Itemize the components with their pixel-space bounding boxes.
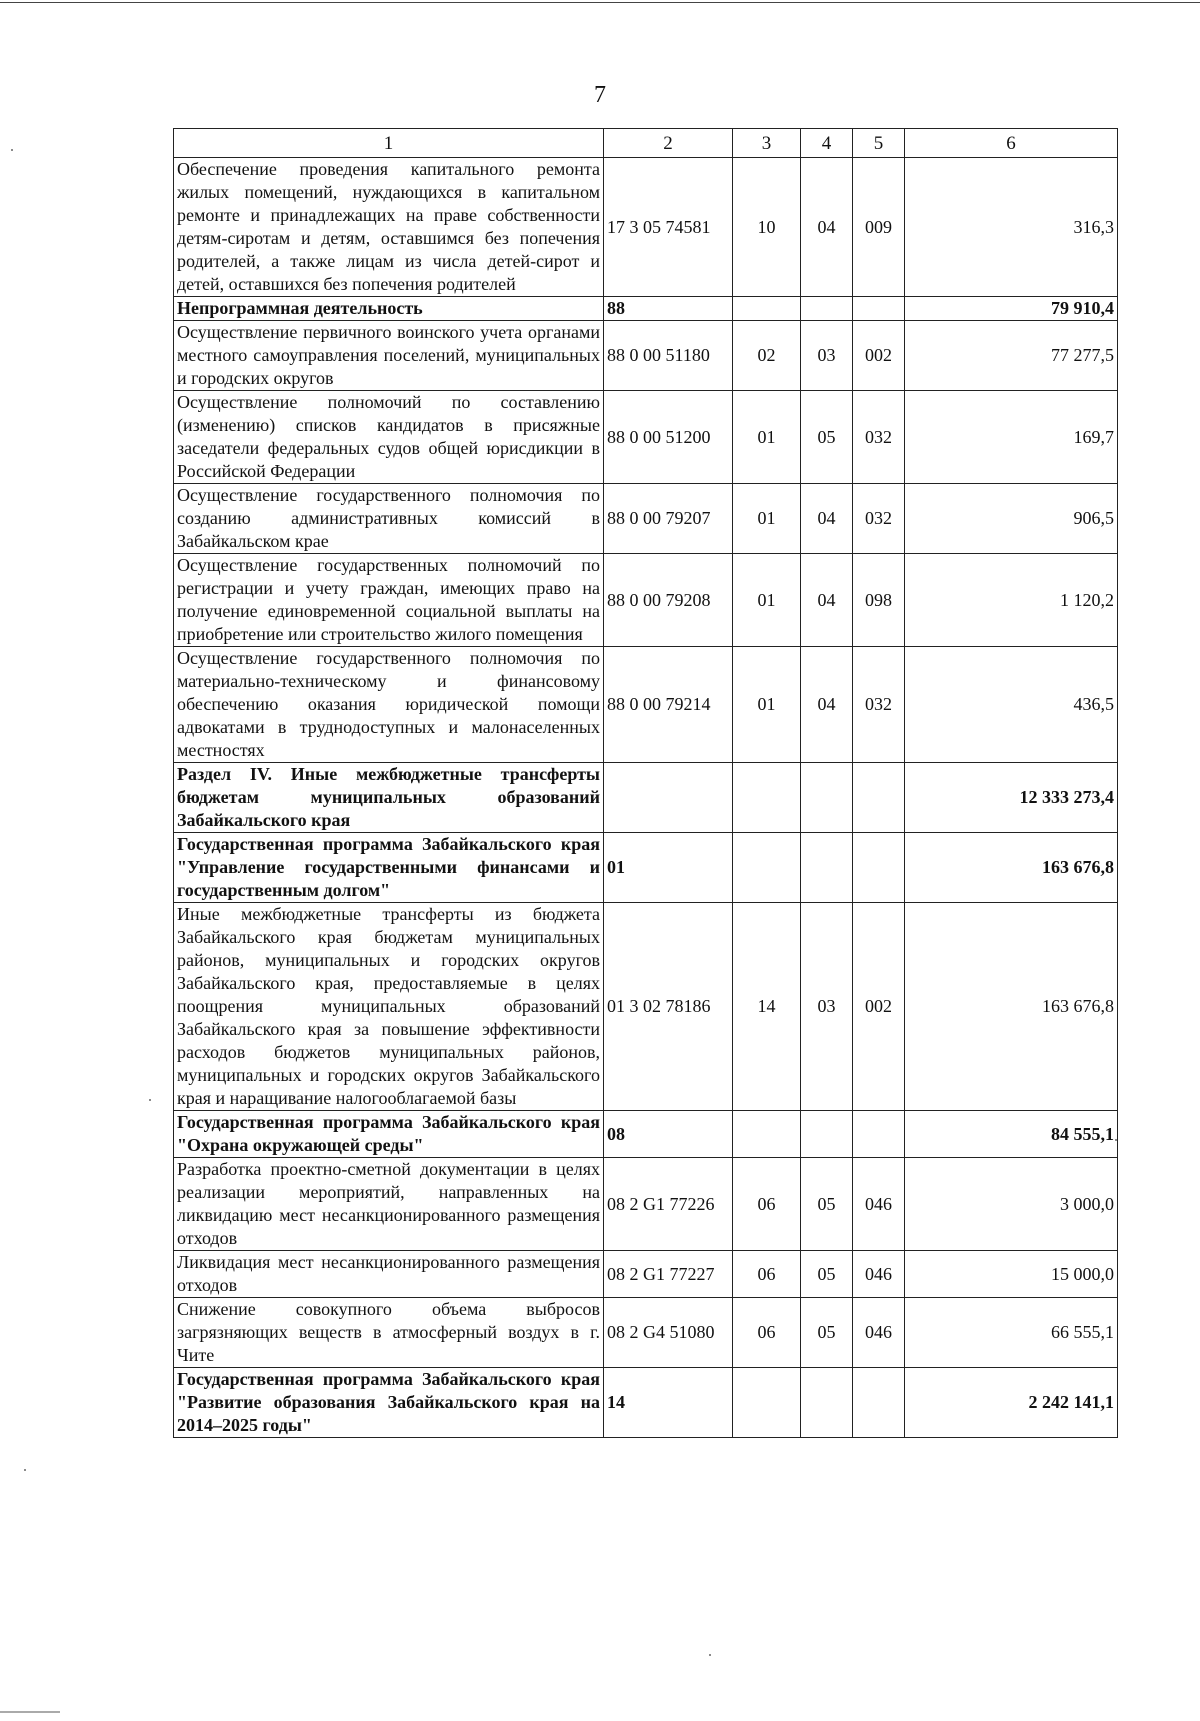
row-subsection: 04 (801, 484, 853, 554)
row-subsection: 04 (801, 647, 853, 763)
page-number: 7 (594, 82, 606, 108)
table-row (174, 1298, 1118, 1368)
header-col-5: 5 (853, 129, 905, 158)
table-row (174, 321, 1118, 391)
row-amount: 906,5 (905, 484, 1118, 554)
scan-speck (149, 1099, 151, 1101)
row-amount: 66 555,1 (905, 1298, 1118, 1368)
row-section: 02 (733, 321, 801, 391)
row-section (733, 833, 801, 903)
row-amount: 436,5 (905, 647, 1118, 763)
row-section (733, 297, 801, 321)
row-expense-type: 032 (853, 647, 905, 763)
table-row (174, 484, 1118, 554)
table-body (174, 158, 1118, 1438)
row-code (604, 763, 733, 833)
table-row (174, 647, 1118, 763)
row-description: Ликвидация мест несанкционированного размещения отходов (174, 1251, 604, 1298)
row-description: Обеспечение проведения капитального ремонта жилых помещений, нуждающихся в капитальном ремонте и принадлежащих на праве собственности детям-сиротам и детям, оставшимся без попечения родителей, а также лицам из числа детей-сирот и детей, оставшихся без попечения родителей (174, 158, 604, 297)
table-row (174, 554, 1118, 647)
row-section: 01 (733, 647, 801, 763)
row-subsection: 03 (801, 321, 853, 391)
row-subsection (801, 833, 853, 903)
row-description: Разработка проектно-сметной документации в целях реализации мероприятий, направленных на ликвидацию мест несанкционированного размещения отходов (174, 1158, 604, 1251)
row-amount: 15 000,0 (905, 1251, 1118, 1298)
header-col-4: 4 (801, 129, 853, 158)
row-amount: 77 277,5 (905, 321, 1118, 391)
row-subsection (801, 1111, 853, 1158)
row-subsection: 04 (801, 158, 853, 297)
row-code: 88 (604, 297, 733, 321)
budget-table (173, 128, 1118, 1438)
table-row (174, 391, 1118, 484)
row-description: Осуществление государственного полномочия по созданию административных комиссий в Забайкальском крае (174, 484, 604, 554)
table-row (174, 1158, 1118, 1251)
row-description: Государственная программа Забайкальского края "Управление государственными финансами и государственным долгом" (174, 833, 604, 903)
row-expense-type: 046 (853, 1298, 905, 1368)
top-border-line (0, 2, 1200, 3)
row-expense-type (853, 1368, 905, 1438)
header-col-1: 1 (174, 129, 604, 158)
row-amount: 2 242 141,1 (905, 1368, 1118, 1438)
row-section: 14 (733, 903, 801, 1111)
table-row (174, 833, 1118, 903)
row-section: 01 (733, 484, 801, 554)
row-subsection: 03 (801, 903, 853, 1111)
row-amount: 12 333 273,4 (905, 763, 1118, 833)
row-expense-type (853, 297, 905, 321)
row-description: Иные межбюджетные трансферты из бюджета Забайкальского края бюджетам муниципальных районов, муниципальных и городских округов Забайкальского края, предоставляемые в целях поощрения муниципальных образований Забайкальского края за повышение эффективности расходов бюджетов муниципальных районов, муниципальных и городских округов Забайкальского края и наращивание налогооблагаемой базы (174, 903, 604, 1111)
row-description: Осуществление первичного воинского учета органами местного самоуправления поселений, муниципальных и городских округов (174, 321, 604, 391)
row-section: 01 (733, 391, 801, 484)
row-code: 88 0 00 79208 (604, 554, 733, 647)
row-description: Осуществление государственных полномочий по регистрации и учету граждан, имеющих право на получение единовременной социальной выплаты на приобретение или строительство жилого помещения (174, 554, 604, 647)
row-expense-type: 098 (853, 554, 905, 647)
row-section (733, 763, 801, 833)
row-subsection: 05 (801, 1158, 853, 1251)
row-subsection: 04 (801, 554, 853, 647)
row-subsection (801, 297, 853, 321)
row-expense-type: 002 (853, 903, 905, 1111)
header-col-2: 2 (604, 129, 733, 158)
row-expense-type (853, 1111, 905, 1158)
scan-speck (709, 1654, 711, 1656)
header-col-6: 6 (905, 129, 1118, 158)
scan-speck (11, 149, 13, 151)
table-row (174, 903, 1118, 1111)
row-expense-type: 032 (853, 484, 905, 554)
row-section: 01 (733, 554, 801, 647)
header-col-3: 3 (733, 129, 801, 158)
row-section: 06 (733, 1298, 801, 1368)
row-code: 08 (604, 1111, 733, 1158)
row-code: 88 0 00 79214 (604, 647, 733, 763)
row-amount: 169,7 (905, 391, 1118, 484)
row-code: 88 0 00 51180 (604, 321, 733, 391)
row-amount: 84 555,1 (905, 1111, 1118, 1158)
row-code: 14 (604, 1368, 733, 1438)
row-code: 88 0 00 51200 (604, 391, 733, 484)
row-amount: 1 120,2 (905, 554, 1118, 647)
row-subsection: 05 (801, 1251, 853, 1298)
row-amount: 163 676,8 (905, 903, 1118, 1111)
table-row (174, 1368, 1118, 1438)
row-description: Непрограммная деятельность (174, 297, 604, 321)
row-section: 06 (733, 1158, 801, 1251)
row-code: 08 2 G1 77227 (604, 1251, 733, 1298)
row-description: Государственная программа Забайкальского края "Развитие образования Забайкальского края на 2014–2025 годы" (174, 1368, 604, 1438)
row-amount: 163 676,8 (905, 833, 1118, 903)
table-row (174, 763, 1118, 833)
row-amount: 3 000,0 (905, 1158, 1118, 1251)
row-code: 08 2 G4 51080 (604, 1298, 733, 1368)
row-expense-type: 046 (853, 1158, 905, 1251)
table-row (174, 297, 1118, 321)
row-code: 88 0 00 79207 (604, 484, 733, 554)
row-subsection (801, 1368, 853, 1438)
row-description: Осуществление полномочий по составлению (изменению) списков кандидатов в присяжные заседатели федеральных судов общей юрисдикции в Российской Федерации (174, 391, 604, 484)
row-description: Государственная программа Забайкальского края "Охрана окружающей среды" (174, 1111, 604, 1158)
row-section: 10 (733, 158, 801, 297)
row-amount: 79 910,4 (905, 297, 1118, 321)
row-description: Снижение совокупного объема выбросов загрязняющих веществ в атмосферный воздух в г. Чите (174, 1298, 604, 1368)
row-description: Осуществление государственного полномочия по материально-техническому и финансовому обеспечению оказания юридической помощи адвокатами в труднодоступных и малонаселенных местностях (174, 647, 604, 763)
row-section (733, 1111, 801, 1158)
row-subsection (801, 763, 853, 833)
row-code: 08 2 G1 77226 (604, 1158, 733, 1251)
row-expense-type: 046 (853, 1251, 905, 1298)
row-expense-type: 002 (853, 321, 905, 391)
row-amount: 316,3 (905, 158, 1118, 297)
row-section: 06 (733, 1251, 801, 1298)
row-expense-type (853, 833, 905, 903)
row-subsection: 05 (801, 1298, 853, 1368)
row-code: 17 3 05 74581 (604, 158, 733, 297)
row-code: 01 3 02 78186 (604, 903, 733, 1111)
scan-speck (24, 1469, 26, 1471)
table-row (174, 158, 1118, 297)
row-description: Раздел IV. Иные межбюджетные трансферты бюджетам муниципальных образований Забайкальского края (174, 763, 604, 833)
row-code: 01 (604, 833, 733, 903)
row-expense-type: 032 (853, 391, 905, 484)
row-section (733, 1368, 801, 1438)
row-expense-type (853, 763, 905, 833)
table-row (174, 1111, 1118, 1158)
table-row (174, 1251, 1118, 1298)
row-expense-type: 009 (853, 158, 905, 297)
table-header-row (174, 129, 1118, 158)
row-subsection: 05 (801, 391, 853, 484)
